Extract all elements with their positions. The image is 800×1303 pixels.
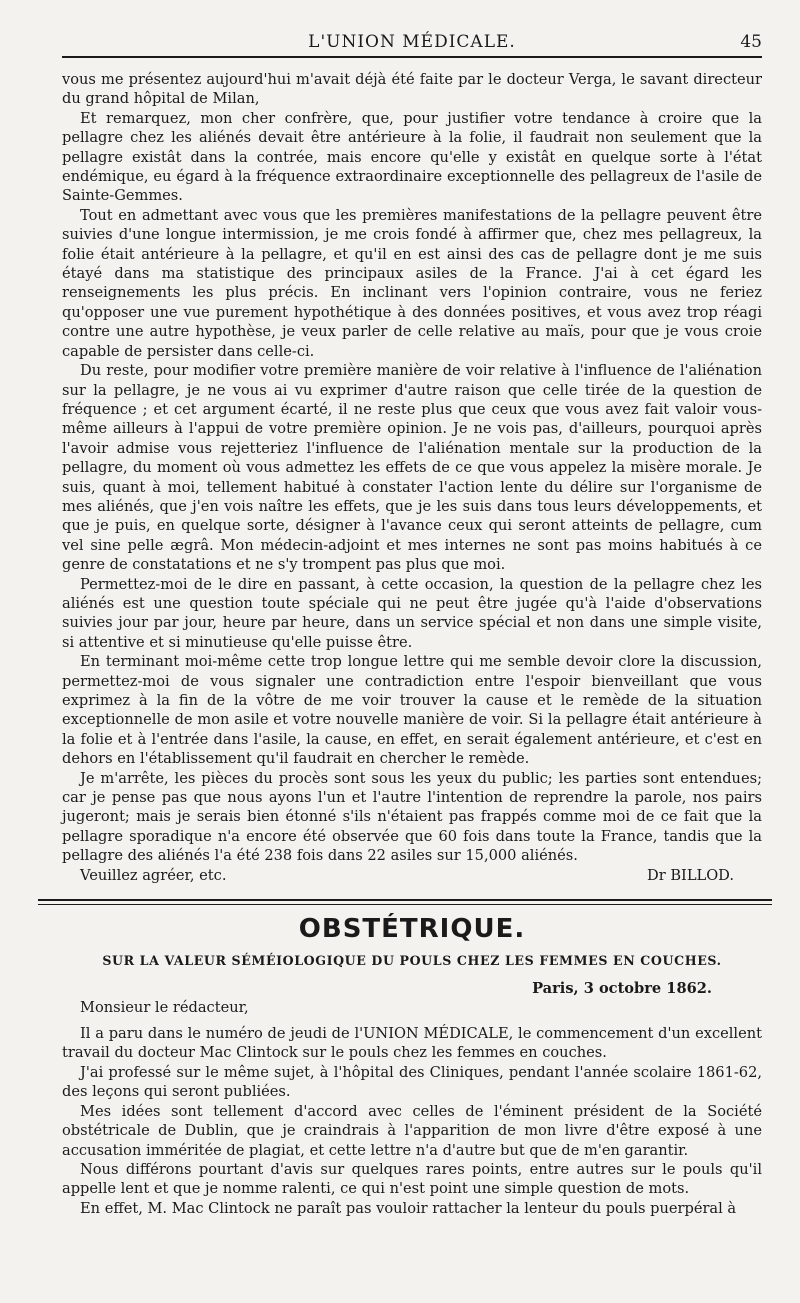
- salutation: Monsieur le rédacteur,: [80, 999, 249, 1017]
- paragraph: Nous différons pourtant d'avis sur quelques rares points, entre autres sur le pouls qu'il appelle lent et que je nomme ralenti, ce qui n'est point une simple question de mots.: [62, 1160, 762, 1198]
- running-head: [62, 30, 762, 58]
- paragraph: En effet, M. Mac Clintock ne paraît pas vouloir rattacher la lenteur du pouls puerpéral à: [80, 1199, 737, 1217]
- paragraph: En terminant moi-même cette trop longue lettre qui me semble devoir clore la discussion, permettez-moi de vous signaler une contradiction entre l'espoir bienveillant que vous exprimez à la fin de la vôtre de me voir trouver la cause et le remède de la situation exceptionnelle de mon asile et votre nouvelle manière de voir. Si la pellagre était antérieure à la folie et à l'entrée dans l'asile, la cause, en effet, en serait également antérieure, et c'est en dehors en l'établissement qu'il faudrait en chercher le remède.: [62, 653, 762, 768]
- paragraph: J'ai professé sur le même sujet, à l'hôpital des Cliniques, pendant l'année scolaire 1861-62, des leçons qui seront publiées.: [62, 1063, 762, 1101]
- article-title: SUR LA VALEUR SÉMÉIOLOGIQUE DU POULS CHEZ LES FEMMES EN COUCHES.: [102, 953, 722, 969]
- letter-body: [62, 70, 762, 885]
- paragraph: Je m'arrête, les pièces du procès sont sous les yeux du public; les parties sont entendues; car je pense pas que nous ayons l'un et l'autre l'intention de reprendre la parole, nos pairs jugeront; mais je serais bien étonné s'ils n'étaient pas frappés comme moi de ce fait que la pellagre sporadique n'a encore été observée que 60 fois dans toute la France, tandis que la pellagre des aliénés l'a été 238 fois dans 22 asiles sur 15,000 aliénés.: [62, 769, 762, 865]
- section-title: OBSTÉTRIQUE.: [298, 914, 526, 945]
- paragraph: vous me présentez aujourd'hui m'avait déjà été faite par le docteur Verga, le savant directeur du grand hôpital de Milan,: [62, 71, 762, 108]
- paragraph: Permettez-moi de le dire en passant, à cette occasion, la question de la pellagre chez les aliénés est une question toute spéciale qui ne peut être jugée qu'à l'aide d'observations suivies jour par jour, heure par heure, dans un service spécial et non dans une simple visite, si attentive et si minutieuse qu'elle puisse être.: [62, 575, 762, 651]
- dateline: Paris, 3 octobre 1862.: [532, 980, 712, 998]
- section-divider: [38, 899, 772, 905]
- closing-line: [62, 866, 762, 885]
- signature: Dr BILLOD.: [647, 866, 734, 884]
- paragraph: Il a paru dans le numéro de jeudi de l'UNION MÉDICALE, le commencement d'un excellent travail du docteur Mac Clintock sur le pouls chez les femmes en couches.: [62, 1025, 762, 1062]
- page-number: 45: [740, 32, 762, 52]
- running-title: L'UNION MÉDICALE.: [308, 32, 516, 52]
- article-body: [62, 1024, 762, 1218]
- paragraph: Et remarquez, mon cher confrère, que, pour justifier votre tendance à croire que la pellagre chez les aliénés devait être antérieure à la folie, il faudrait non seulement que la pellagre existât dans la contrée, mais encore qu'elle y existât en quelque sorte à l'état endémique, eu égard à la fréquence extraordinaire exceptionnelle des pellagreux de l'asile de Sainte-Gemmes.: [62, 109, 762, 205]
- paragraph: Mes idées sont tellement d'accord avec celles de l'éminent président de la Société obstétricale de Dublin, que je craindrais à l'apparition de mon livre d'être exposé à une accusation imméritée de plagiat, et cette lettre n'a d'autre but que de m'en garantir.: [62, 1102, 762, 1159]
- closing: Veuillez agréer, etc.: [80, 866, 227, 884]
- paragraph: Tout en admettant avec vous que les premières manifestations de la pellagre peuvent être suivies d'une longue intermission, je me crois fondé à affirmer que, chez mes pellagreux, la folie était antérieure à la pellagre, et qu'il en est ainsi des cas de pellagre dont je me suis étayé dans ma statistique des principaux asiles de la France. J'ai à cet égard les renseignements les plus précis. En inclinant vers l'opinion contraire, vous ne feriez qu'opposer une vue purement hypothétique à des données positives, et vous avez trop réagi contre une autre hypothèse, je veux parler de celle relative au maïs, pour que je vous croie capable de persister dans celle-ci.: [62, 206, 762, 360]
- paragraph: Du reste, pour modifier votre première manière de voir relative à l'influence de l'aliénation sur la pellagre, je ne vous ai vu exprimer d'autre raison que celle tirée de la question de fréquence ; et cet argument écarté, il ne reste plus que ceux que vous avez fait valoir vous-même ailleurs à l'appui de votre première opinion. Je ne vois pas, d'ailleurs, pourquoi après l'avoir admise vous rejetteriez l'influence de l'aliénation mentale sur la production de la pellagre, du moment où vous admettez les effets de ce que vous appelez la misère morale. Je suis, quant à moi, tellement habitué à constater l'action lente du délire sur l'organisme de mes aliénés, que j'en vois naître les effets, que je les suis dans tous leurs développements, et que je puis, en quelque sorte, désigner à l'avance ceux qui seront atteints de pellagre, cum vel sine pelle ægrâ. Mon médecin-adjoint et mes internes ne sont pas moins habitués à ce genre de constatations et ne s'y trompent pas plus que moi.: [62, 362, 762, 574]
